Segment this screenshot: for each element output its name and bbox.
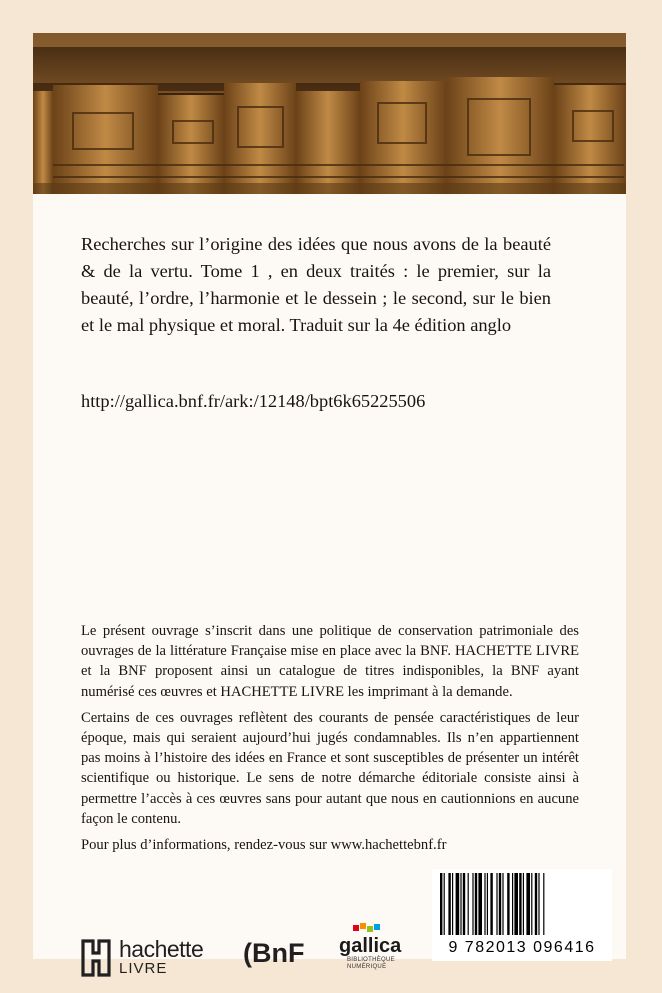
- notice-paragraph-disclaimer: Certains de ces ouvrages reflètent des courants de pensée caractéristiques de leur époque, mais qui seraient aujourd’hui jugés condamnables. Ils n’en appartiennent pas moins à l’histoire des idées en France et sont susceptibles de présenter un intérêt scientifique ou historique. Le sens de notre démarche éditoriale consiste ainsi à permettre l’accès à ces œuvres sans pour autant que nous en cautionnions en aucune façon le contenu.: [81, 709, 579, 827]
- hachette-mark-icon: [81, 939, 111, 977]
- books-shelf-banner: [33, 33, 626, 194]
- gallica-dots-icon: [353, 923, 383, 933]
- notice-paragraph-conservation: Le présent ouvrage s’inscrit dans une politique de conservation patrimoniale des ouvrages de la littérature Française mise en place avec la BNF. HACHETTE LIVRE et la BNF proposent ainsi un catalogue de titres indisponibles, la BNF ayant numérisé ces œuvres et HACHETTE LIVRE les imprimant à la demande.: [81, 623, 579, 700]
- hachette-name: hachette: [119, 936, 204, 962]
- book-title: Recherches sur l’origine des idées que nous avons de la beauté & de la vertu. Tome 1 , en deux traités : le premier, sur la beauté, l’ordre, l’harmonie et le dessein ; le second, sur le bien et le mal physique et moral. Traduit sur la 4e édition anglo: [81, 234, 551, 335]
- gallica-name: gallica: [339, 935, 402, 957]
- notice-paragraph-info: Pour plus d’informations, rendez-vous sur www.hachettebnf.fr: [81, 837, 447, 854]
- barcode-number: 9 782013 096416: [448, 939, 596, 956]
- isbn-barcode: [432, 869, 612, 961]
- gallica-logo: [339, 923, 409, 985]
- hachette-livre-logo: [81, 937, 221, 981]
- gallica-sub: BIBLIOTHÈQUE NUMÉRIQUE: [347, 957, 395, 970]
- bnf-logo: (BnF: [243, 938, 305, 968]
- hachette-sub: LIVRE: [119, 960, 168, 977]
- cover-panel: [33, 33, 626, 977]
- publisher-notice: [81, 621, 579, 861]
- barcode-bars: [432, 869, 612, 941]
- gallica-url: http://gallica.bnf.fr/ark:/12148/bpt6k65225506: [81, 391, 426, 411]
